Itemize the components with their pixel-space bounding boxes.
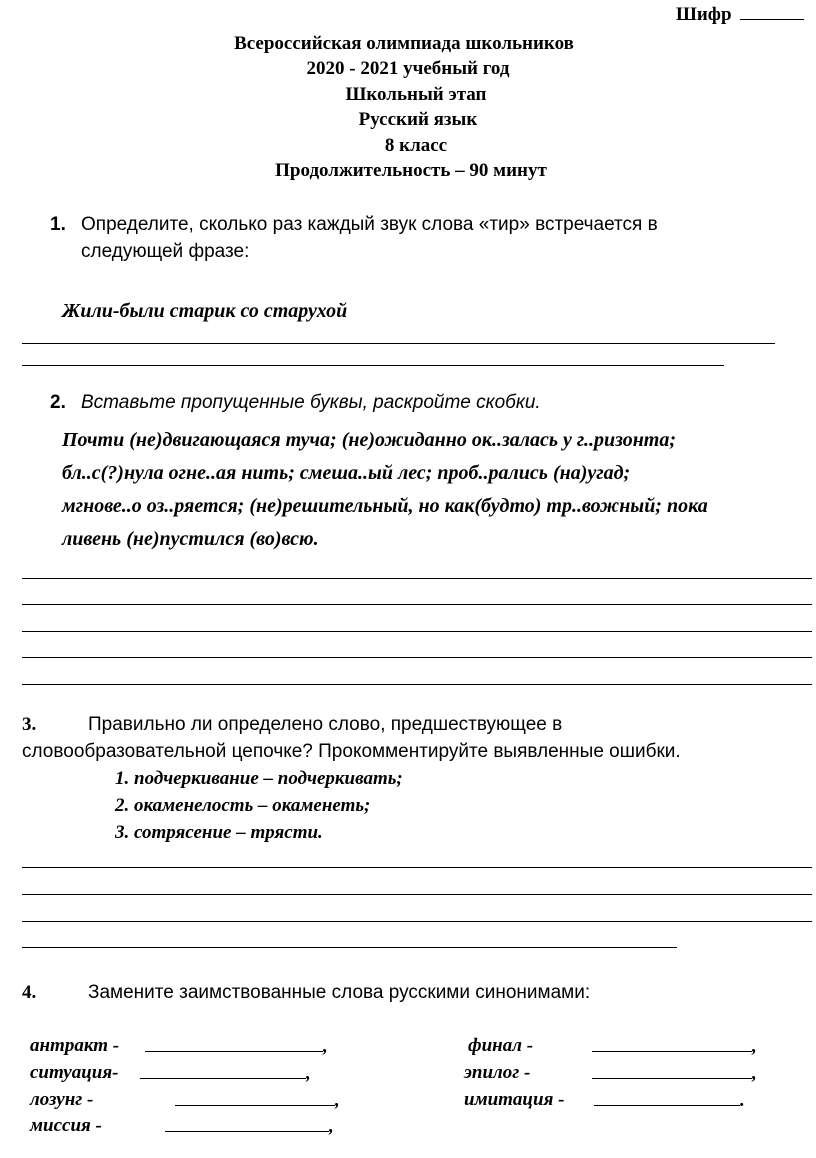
task3-item-2: 2. окаменелость – окаменеть; xyxy=(115,795,371,816)
task1-number: 1. xyxy=(50,214,66,235)
answer-blank[interactable] xyxy=(592,1064,752,1079)
task3-number: 3. xyxy=(22,714,37,735)
answer-blank[interactable] xyxy=(592,1037,752,1052)
answer-blank[interactable] xyxy=(145,1037,323,1052)
task2-line-4: ливень (не)пустился (во)всю. xyxy=(62,528,319,550)
grade: 8 класс xyxy=(384,135,448,156)
task4-number: 4. xyxy=(22,982,37,1003)
punct: , xyxy=(329,1116,334,1137)
task4-text: Замените заимствованные слова русскими синонимами: xyxy=(88,982,591,1003)
answer-line[interactable] xyxy=(22,604,812,605)
task3-item-3: 3. сотрясение – трясти. xyxy=(115,822,323,843)
punct: , xyxy=(752,1036,757,1057)
school-year: 2020 - 2021 учебный год xyxy=(306,58,510,79)
task2-line-1: Почти (не)двигающаяся туча; (не)ожиданно ок..залась у г..ризонта; xyxy=(62,429,677,451)
word-final: финал - xyxy=(468,1035,534,1056)
task1-text-line1: Определите, сколько раз каждый звук слова «тир» встречается в xyxy=(81,214,658,235)
task2-instruction: Вставьте пропущенные буквы, раскройте скобки. xyxy=(81,392,541,413)
word-imitatsiya: имитация - xyxy=(464,1089,565,1110)
punct: , xyxy=(323,1036,328,1057)
cipher-field xyxy=(676,4,804,26)
punct: , xyxy=(335,1090,340,1111)
word-antrakt: антракт - xyxy=(30,1035,120,1056)
word-missiya: миссия - xyxy=(30,1115,102,1136)
answer-blank[interactable] xyxy=(165,1117,329,1132)
answer-line[interactable] xyxy=(22,631,812,632)
task1-phrase: Жили-были старик со старухой xyxy=(62,300,348,322)
task1-text-line2: следующей фразе: xyxy=(81,241,250,262)
word-situatsiya: ситуация- xyxy=(30,1062,119,1083)
olympiad-title: Всероссийская олимпиада школьников xyxy=(234,33,574,54)
answer-blank[interactable] xyxy=(594,1091,740,1106)
task3-text-line2: словообразовательной цепочке? Прокомментируйте выявленные ошибки. xyxy=(22,741,681,762)
cipher-label: Шифр xyxy=(676,4,732,25)
answer-line[interactable] xyxy=(22,365,724,366)
answer-line[interactable] xyxy=(22,894,812,895)
answer-blank[interactable] xyxy=(140,1064,306,1079)
task2-line-2: бл..с(?)нула огне..ая нить; смеша..ый лес; проб..рались (на)угад; xyxy=(62,462,631,484)
task2-line-3: мгнове..о оз..ряется; (не)решительный, но как(будто) тр..вожный; пока xyxy=(62,495,708,517)
answer-line[interactable] xyxy=(22,684,812,685)
punct: , xyxy=(306,1063,311,1084)
stage: Школьный этап xyxy=(345,84,487,105)
task3-text-line1: Правильно ли определено слово, предшествующее в xyxy=(88,714,563,735)
task2-number: 2. xyxy=(50,392,66,413)
word-epilog: эпилог - xyxy=(464,1062,531,1083)
subject: Русский язык xyxy=(358,109,478,130)
answer-blank[interactable] xyxy=(175,1091,335,1106)
task3-item-1: 1. подчеркивание – подчеркивать; xyxy=(115,768,403,789)
cipher-blank[interactable] xyxy=(740,5,804,20)
punct: . xyxy=(740,1090,745,1111)
answer-line[interactable] xyxy=(22,921,812,922)
answer-line[interactable] xyxy=(22,867,812,868)
word-lozung: лозунг - xyxy=(30,1089,94,1110)
answer-line[interactable] xyxy=(22,947,677,948)
duration: Продолжительность – 90 минут xyxy=(275,160,547,181)
punct: , xyxy=(752,1063,757,1084)
answer-line[interactable] xyxy=(22,343,775,344)
answer-line[interactable] xyxy=(22,578,812,579)
answer-line[interactable] xyxy=(22,657,812,658)
